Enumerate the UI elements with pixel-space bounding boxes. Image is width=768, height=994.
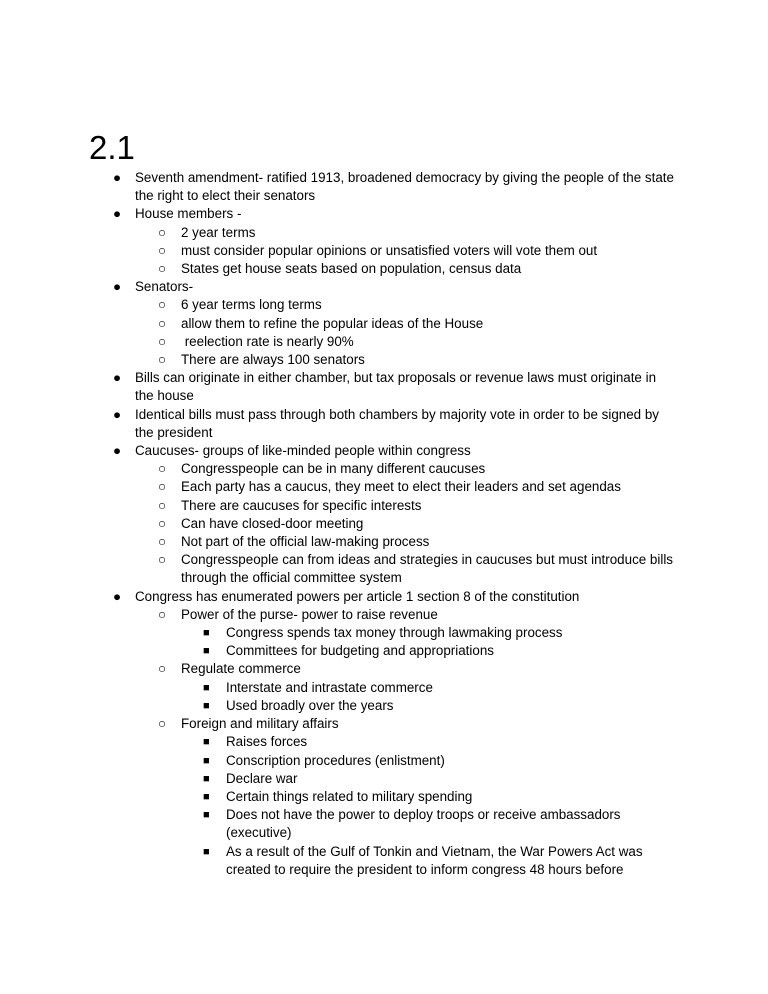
bullet-square: ■: [203, 645, 210, 658]
list-item: ○ must consider popular opinions or unsatisfied voters will vote them out: [0, 242, 675, 260]
bullet-circle: ○: [158, 352, 167, 368]
list-item: ○ Foreign and military affairs: [0, 715, 675, 733]
list-item: ○ Each party has a caucus, they meet to elect their leaders and set agendas: [0, 478, 675, 496]
bullet-disc: ●: [113, 370, 122, 386]
list-item: ■ Does not have the power to deploy troops or receive ambassadors (executive): [203, 807, 621, 841]
list-item: ○ Congresspeople can from ideas and strategies in caucuses but must introduce bills through the official committee system: [158, 552, 674, 586]
bullet-circle: ○: [158, 479, 167, 495]
bullet-disc: ●: [113, 443, 122, 459]
bullet-circle: ○: [158, 461, 167, 477]
list-item: ■ Interstate and intrastate commerce: [0, 679, 675, 697]
list-item: ■ Certain things related to military spending: [0, 788, 675, 806]
bullet-square: ■: [203, 754, 210, 767]
list-item: ○ allow them to refine the popular ideas of the House: [0, 315, 675, 333]
section-heading: 2.1: [89, 129, 135, 166]
bullet-square: ■: [203, 790, 210, 803]
list-item: ○ There are caucuses for specific interests: [0, 497, 675, 515]
list-item: ● Congress has enumerated powers per article 1 section 8 of the constitution: [0, 588, 675, 606]
bullet-disc: ●: [113, 279, 122, 295]
list-item: ■ Used broadly over the years: [0, 697, 675, 715]
list-item: ● Identical bills must pass through both chambers by majority vote in order to be signed by the president: [113, 406, 659, 440]
bullet-square: ■: [203, 736, 210, 749]
list-item: ○ Can have closed-door meeting: [0, 515, 675, 533]
list-item: ■ Congress spends tax money through lawmaking process: [0, 624, 675, 642]
bullet-circle: ○: [158, 552, 167, 568]
bullet-square: ■: [203, 627, 210, 640]
bullet-circle: ○: [158, 315, 167, 331]
list-item: ■ Raises forces: [0, 733, 675, 751]
list-item: ■ As a result of the Gulf of Tonkin and Vietnam, the War Powers Act was created to require the president to inform congress 48 hours before: [203, 843, 643, 877]
list-item: ■ Committees for budgeting and appropriations: [0, 642, 675, 660]
list-item: ■ Conscription procedures (enlistment): [0, 752, 675, 770]
bullet-circle: ○: [158, 534, 167, 550]
bullet-circle: ○: [158, 242, 167, 258]
list-item: ○ reelection rate is nearly 90%: [0, 333, 675, 351]
bullet-square: ■: [203, 699, 210, 712]
bullet-circle: ○: [158, 606, 167, 622]
bullet-circle: ○: [158, 497, 167, 513]
bullet-disc: ●: [113, 170, 122, 185]
bullet-circle: ○: [158, 224, 167, 240]
bullet-disc: ●: [113, 588, 122, 604]
bullet-disc: ●: [113, 406, 122, 422]
list-item: ● Caucuses- groups of like-minded people within congress: [0, 442, 675, 460]
list-item: ■ Declare war: [0, 770, 675, 788]
bullet-circle: ○: [158, 261, 167, 277]
bullet-square: ■: [203, 772, 210, 785]
bullet-square: ■: [203, 845, 210, 858]
list-item: ○ Power of the purse- power to raise revenue: [0, 606, 675, 624]
list-item: ○ Regulate commerce: [0, 660, 675, 678]
list-item: ● Seventh amendment- ratified 1913, broadened democracy by giving the people of the state the right to elect their senators: [113, 170, 674, 204]
list-item: ● Bills can originate in either chamber, but tax proposals or revenue laws must originate in the house: [113, 370, 657, 404]
list-item: ● Senators-: [0, 278, 675, 296]
list-item: ○ 2 year terms: [0, 224, 675, 242]
list-item: ○ States get house seats based on population, census data: [0, 260, 675, 278]
bullet-circle: ○: [158, 661, 167, 677]
bullet-circle: ○: [158, 297, 167, 313]
bullet-circle: ○: [158, 716, 167, 732]
list-item: ○ Not part of the official law-making process: [0, 533, 675, 551]
bullet-circle: ○: [158, 333, 167, 349]
bullet-circle: ○: [158, 515, 167, 531]
notes-list: [0, 169, 768, 879]
list-item: ● House members -: [0, 205, 675, 223]
bullet-square: ■: [203, 681, 210, 694]
bullet-square: ■: [203, 809, 210, 822]
bullet-disc: ●: [113, 206, 122, 222]
list-item: ○ Congresspeople can be in many different caucuses: [0, 460, 675, 478]
list-item: ○ 6 year terms long terms: [0, 296, 675, 314]
list-item: ○ There are always 100 senators: [0, 351, 675, 369]
